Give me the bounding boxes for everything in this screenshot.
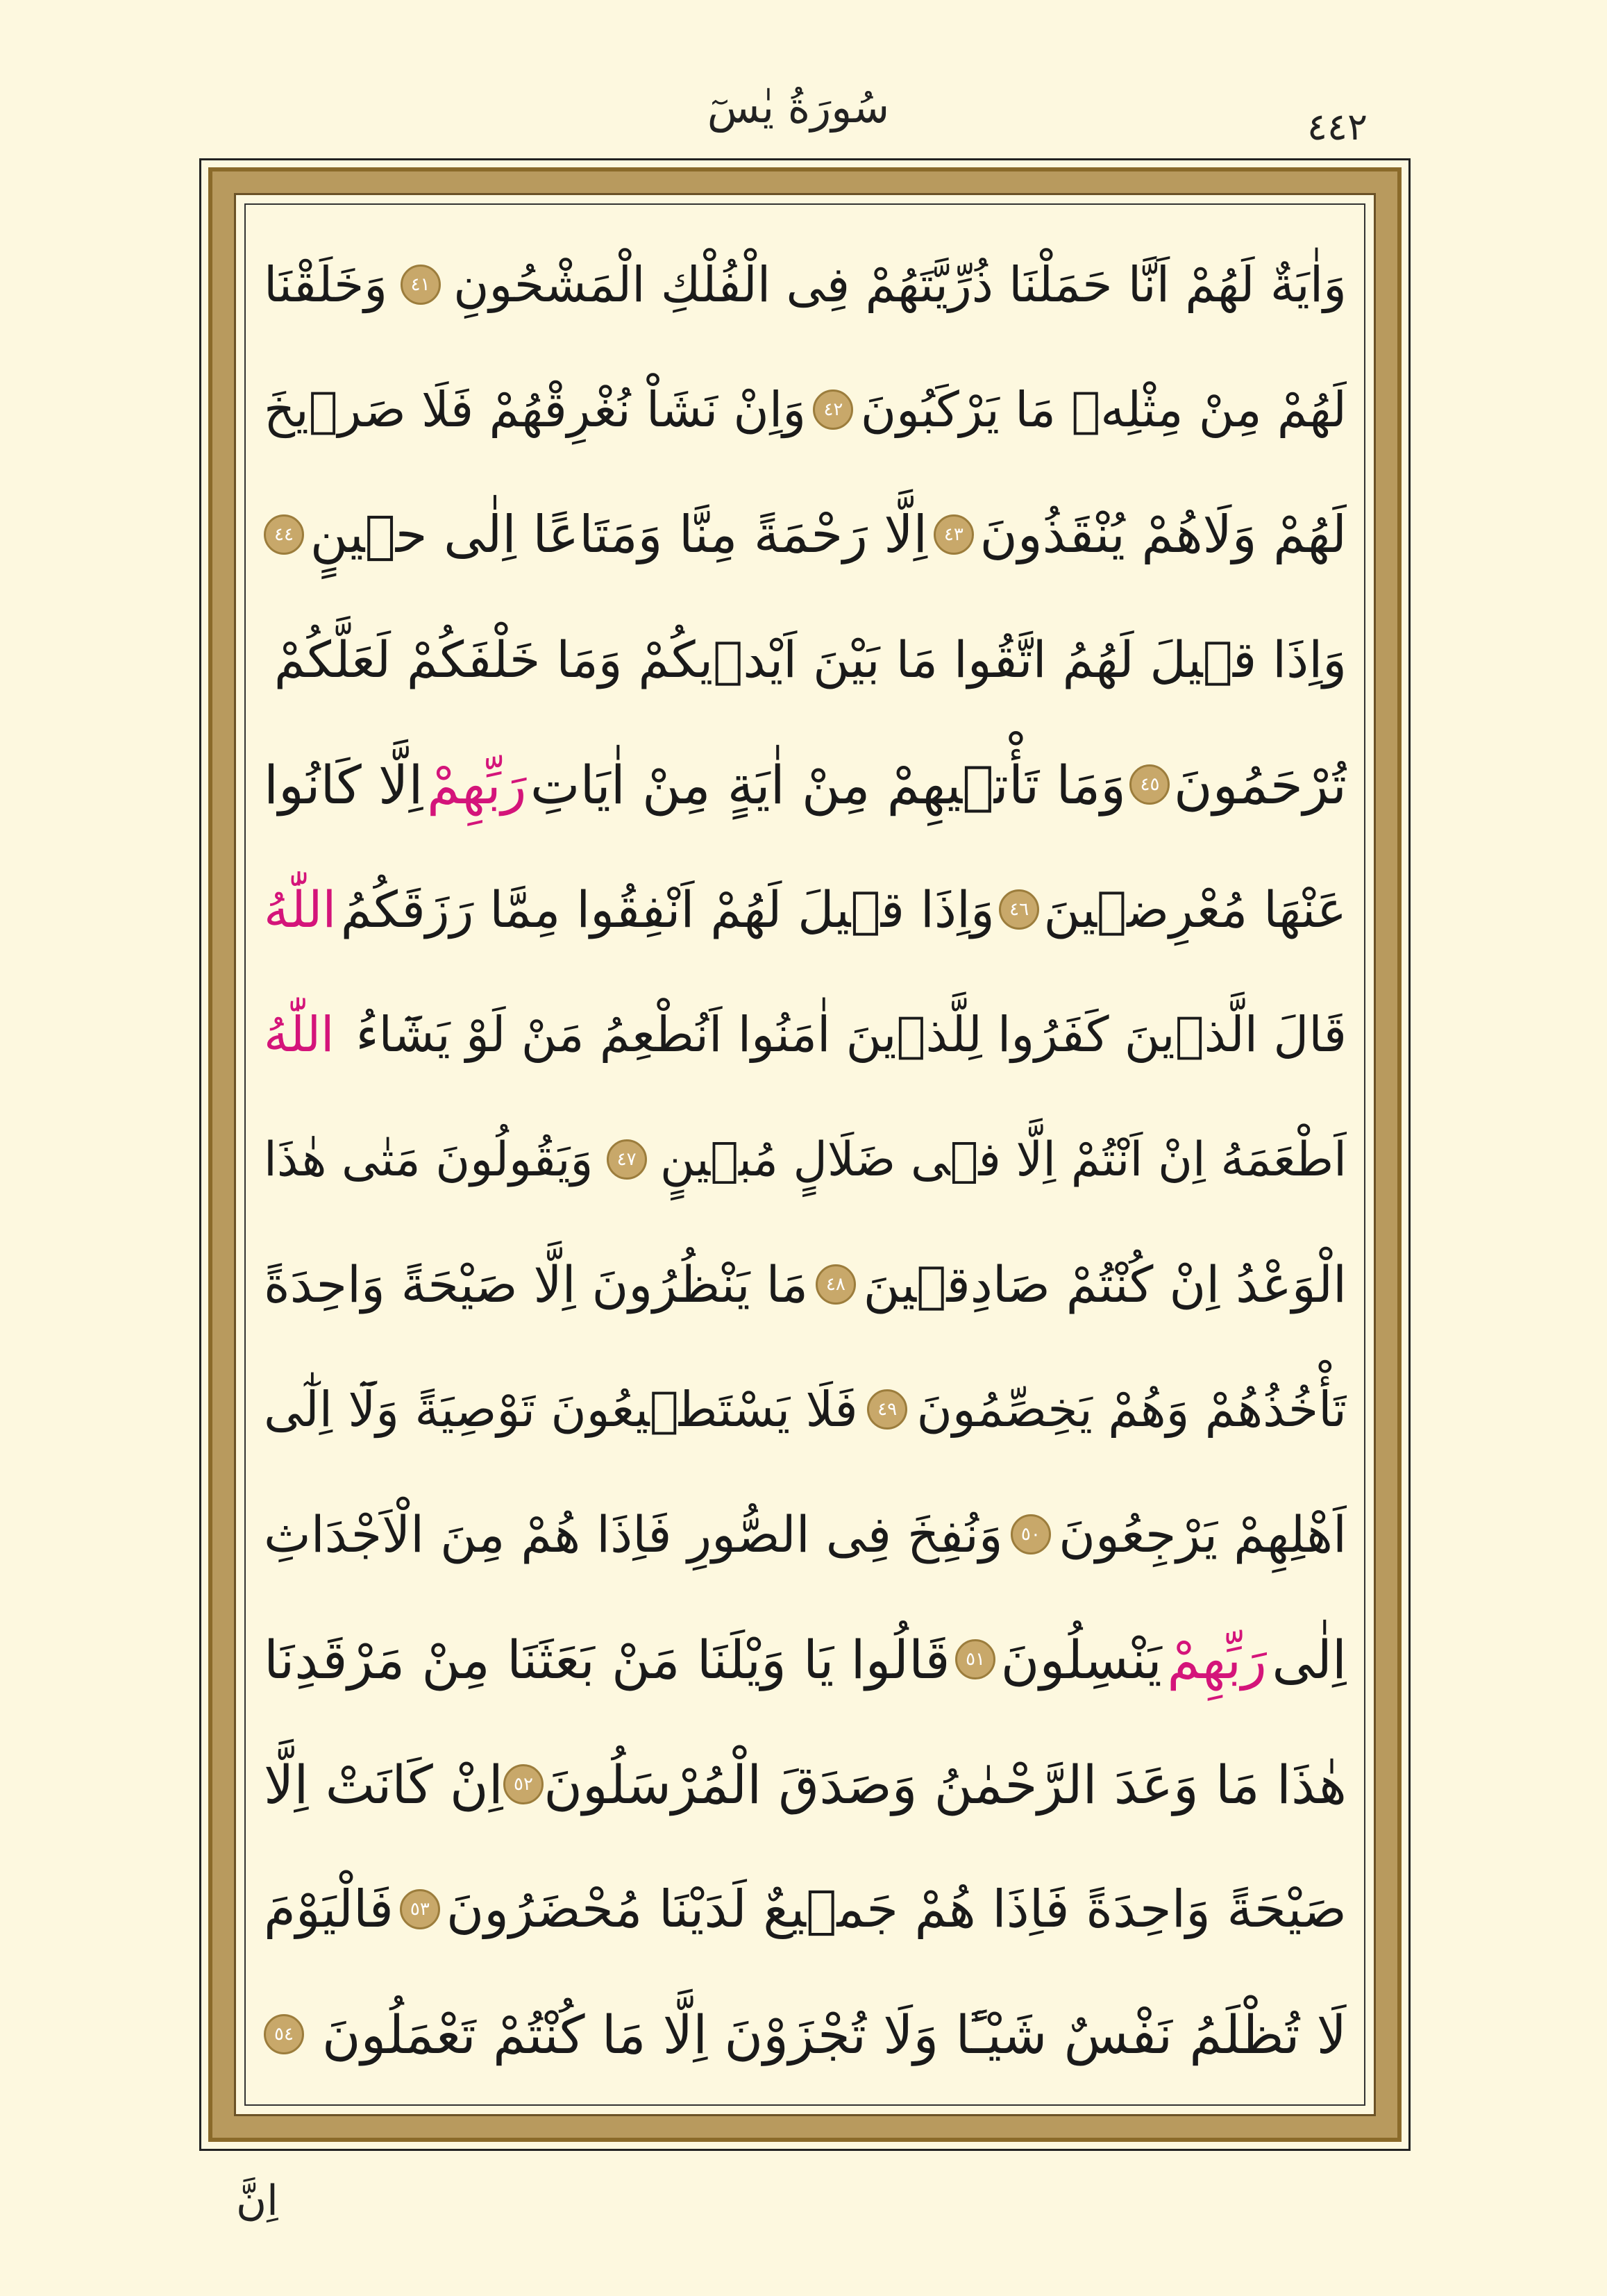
verse-text: لَا تُظْلَمُ نَفْسٌ شَيْـًٔا وَلَا تُجْزَوْنَ اِلَّا مَا كُنْتُمْ تَعْمَلُونَ xyxy=(321,2003,1347,2065)
verse-text: اِلٰى xyxy=(1272,1628,1347,1691)
verse-text: عَنْهَا مُعْرِض۪ينَ xyxy=(1043,880,1347,939)
text-line xyxy=(264,1347,1347,1472)
verse-text: وَخَلَقْنَا xyxy=(264,256,388,313)
divine-name: اللّٰهُ xyxy=(264,880,337,939)
verse-number-marker: ٤٣ xyxy=(934,514,974,555)
verse-text: اِلَّا كَانُوا xyxy=(264,753,423,816)
text-line xyxy=(264,1222,1347,1347)
verse-text: تُرْحَمُونَ xyxy=(1173,753,1347,816)
verse-text: قَالَ الَّذ۪ينَ كَفَرُوا لِلَّذ۪ينَ اٰمَنُوا اَنُطْعِمُ مَنْ لَوْ يَشَٓاءُ xyxy=(355,1006,1347,1063)
verse-number-marker: ٤٩ xyxy=(867,1389,907,1430)
verse-text: اَطْعَمَهُ اِنْ اَنْتُمْ اِلَّا ف۪ى ضَلَالٍ مُب۪ينٍ xyxy=(659,1132,1347,1187)
catchword: اِنَّ xyxy=(236,2177,278,2225)
verse-number-marker: ٥٢ xyxy=(503,1764,544,1804)
text-line xyxy=(264,1097,1347,1222)
divine-name: رَبِّهِمْ xyxy=(426,753,527,816)
verse-text: وَاٰيَةٌ لَهُمْ اَنَّا حَمَلْنَا ذُرِّيَّتَهُمْ فِى الْفُلْكِ الْمَشْحُونِ xyxy=(453,256,1347,313)
verse-number-marker: ٤٥ xyxy=(1129,764,1170,805)
verse-text: الْوَعْدُ اِنْ كُنْتُمْ صَادِق۪ينَ xyxy=(863,1255,1347,1314)
surah-title: سُورَةُ يٰسٓ xyxy=(707,82,890,133)
verse-text: لَهُمْ وَلَاهُمْ يُنْقَذُونَ xyxy=(979,505,1347,564)
verse-text: وَاِذَا ق۪يلَ لَهُمُ اتَّقُوا مَا بَيْنَ اَيْد۪يكُمْ وَمَا خَلْفَكُمْ لَعَلَّكُمْ xyxy=(274,630,1347,689)
text-line xyxy=(264,347,1347,472)
page-number: ٤٤٢ xyxy=(1306,105,1368,149)
verse-text: تَأْخُذُهُمْ وَهُمْ يَخِصِّمُونَ xyxy=(916,1381,1347,1438)
verse-text: قَالُوا يَا وَيْلَنَا مَنْ بَعَثَنَا مِنْ مَرْقَدِنَا xyxy=(264,1628,950,1691)
verse-text: وَنُفِخَ فِى الصُّورِ فَاِذَا هُمْ مِنَ الْاَجْدَاثِ xyxy=(264,1505,1003,1564)
verse-text: اِنْ كَانَتْ اِلَّا xyxy=(264,1753,503,1816)
text-line xyxy=(264,222,1347,347)
verse-text: مَا يَنْظُرُونَ اِلَّا صَيْحَةً وَاحِدَةً xyxy=(264,1255,809,1314)
verse-text: اَهْلِهِمْ يَرْجِعُونَ xyxy=(1059,1505,1347,1564)
verse-number-marker: ٤٨ xyxy=(816,1264,856,1305)
verse-text: وَمَا تَأْت۪يهِمْ مِنْ اٰيَةٍ مِنْ اٰيَاتِ xyxy=(530,753,1126,816)
verse-text: وَاِذَا ق۪يلَ لَهُمْ اَنْفِقُوا مِمَّا رَزَقَكُمُ xyxy=(340,880,995,939)
verse-text: اِلَّا رَحْمَةً مِنَّا وَمَتَاعًا اِلٰى ح۪ينٍ xyxy=(310,505,928,564)
text-line xyxy=(264,847,1347,972)
verse-text: فَلَا يَسْتَط۪يعُونَ تَوْصِيَةً وَلَٓا اِلٰٓى xyxy=(264,1381,858,1438)
verse-number-marker: ٤٢ xyxy=(813,389,853,430)
verse-text: يَنْسِلُونَ xyxy=(1000,1628,1162,1691)
verse-number-marker: ٤٧ xyxy=(607,1139,647,1180)
verse-text: وَاِنْ نَشَاْ نُغْرِقْهُمْ فَلَا صَر۪يخَ xyxy=(264,381,807,438)
text-line xyxy=(264,1472,1347,1597)
text-line xyxy=(264,1722,1347,1847)
text-line xyxy=(264,722,1347,847)
verse-number-marker: ٥٤ xyxy=(264,2014,304,2054)
verse-text: هٰذَا مَا وَعَدَ الرَّحْمٰنُ وَصَدَقَ الْمُرْسَلُونَ xyxy=(544,1753,1347,1816)
verse-number-marker: ٥١ xyxy=(955,1639,995,1679)
text-line xyxy=(264,1972,1347,2097)
text-line xyxy=(264,972,1347,1097)
divine-name: رَبِّهِمْ xyxy=(1167,1628,1267,1691)
verse-number-marker: ٥٣ xyxy=(400,1889,440,1929)
verse-text: فَالْيَوْمَ xyxy=(264,1879,394,1939)
verse-number-marker: ٤٤ xyxy=(264,514,304,555)
text-line xyxy=(264,1847,1347,1972)
verse-number-marker: ٤١ xyxy=(401,265,441,305)
text-line xyxy=(264,597,1347,722)
text-line xyxy=(264,472,1347,597)
verse-text: وَيَقُولُونَ مَتٰى هٰذَا xyxy=(264,1132,594,1187)
verse-number-marker: ٤٦ xyxy=(999,889,1039,930)
verse-number-marker: ٥٠ xyxy=(1011,1514,1051,1555)
divine-name: اللّٰهُ xyxy=(264,1006,335,1063)
verse-text: لَهُمْ مِنْ مِثْلِه۪ مَا يَرْكَبُونَ xyxy=(860,381,1347,438)
verse-text: صَيْحَةً وَاحِدَةً فَاِذَا هُمْ جَم۪يعٌ لَدَيْنَا مُحْضَرُونَ xyxy=(446,1879,1347,1939)
quran-text-block xyxy=(264,222,1347,2097)
text-line xyxy=(264,1597,1347,1722)
